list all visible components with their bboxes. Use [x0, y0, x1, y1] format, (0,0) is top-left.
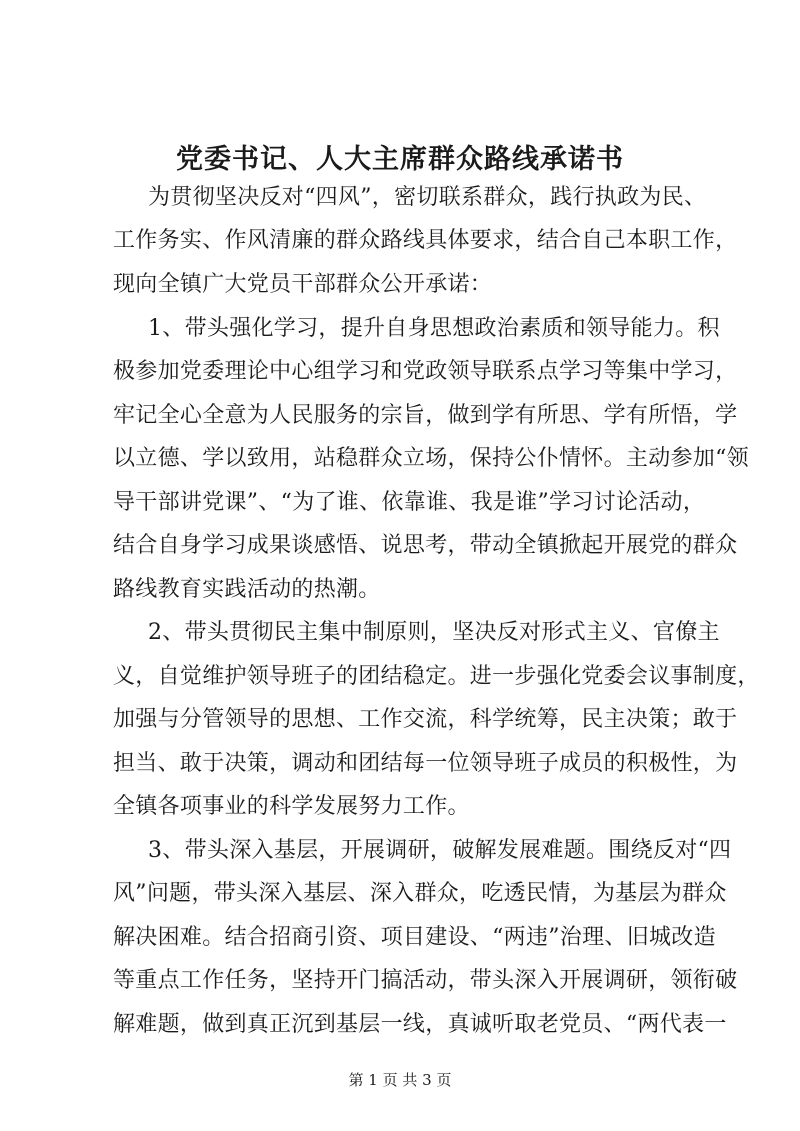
paragraph-line: 担当、敢于决策，调动和团结每一位领导班子成员的积极性，为 [113, 751, 738, 776]
paragraph-line: 牢记全心全意为人民服务的宗旨，做到学有所思、学有所悟，学 [113, 403, 738, 428]
paragraph-line: 工作务实、作风清廉的群众路线具体要求，结合自己本职工作， [113, 228, 738, 253]
document-title: 党委书记、人大主席群众路线承诺书 [176, 144, 624, 175]
paragraph-line: 等重点工作任务，坚持开门搞活动，带头深入开展调研，领衔破 [113, 968, 738, 993]
paragraph-line: 3、带头深入基层，开展调研，破解发展难题。围绕反对“四 [148, 838, 732, 863]
paragraph-line: 风”问题，带头深入基层、深入群众，吃透民情，为基层为群众 [113, 881, 727, 906]
paragraph-line: 加强与分管领导的思想、工作交流，科学统筹，民主决策；敢于 [113, 707, 738, 732]
paragraph-line: 现向全镇广大党员干部群众公开承诺： [113, 272, 493, 297]
paragraph-line: 2、带头贯彻民主集中制原则，坚决反对形式主义、官僚主 [148, 620, 720, 645]
paragraph-line: 解难题，做到真正沉到基层一线，真诚听取老党员、“两代表一 [113, 1012, 727, 1037]
paragraph-line: 为贯彻坚决反对“四风”，密切联系群众，践行执政为民、 [148, 185, 707, 210]
paragraph-line: 全镇各项事业的科学发展努力工作。 [113, 794, 470, 819]
paragraph-line: 极参加党委理论中心组学习和党政领导联系点学习等集中学习， [113, 359, 738, 384]
paragraph-line: 以立德、学以致用，站稳群众立场，保持公仆情怀。主动参加“领 [113, 446, 749, 471]
paragraph-line: 解决困难。结合招商引资、项目建设、“两违”治理、旧城改造 [113, 925, 716, 950]
paragraph-line: 导干部讲党课”、“为了谁、依靠谁、我是谁”学习讨论活动， [113, 490, 706, 515]
paragraph-line: 义，自觉维护领导班子的团结稳定。进一步强化党委会议事制度， [113, 664, 760, 689]
paragraph-line: 1、带头强化学习，提升自身思想政治素质和领导能力。积 [148, 316, 720, 341]
paragraph-line: 结合自身学习成果谈感悟、说思考，带动全镇掀起开展党的群众 [113, 533, 738, 558]
page-number-footer: 第 1 页 共 3 页 [348, 1071, 452, 1089]
paragraph-line: 路线教育实践活动的热潮。 [113, 577, 381, 602]
